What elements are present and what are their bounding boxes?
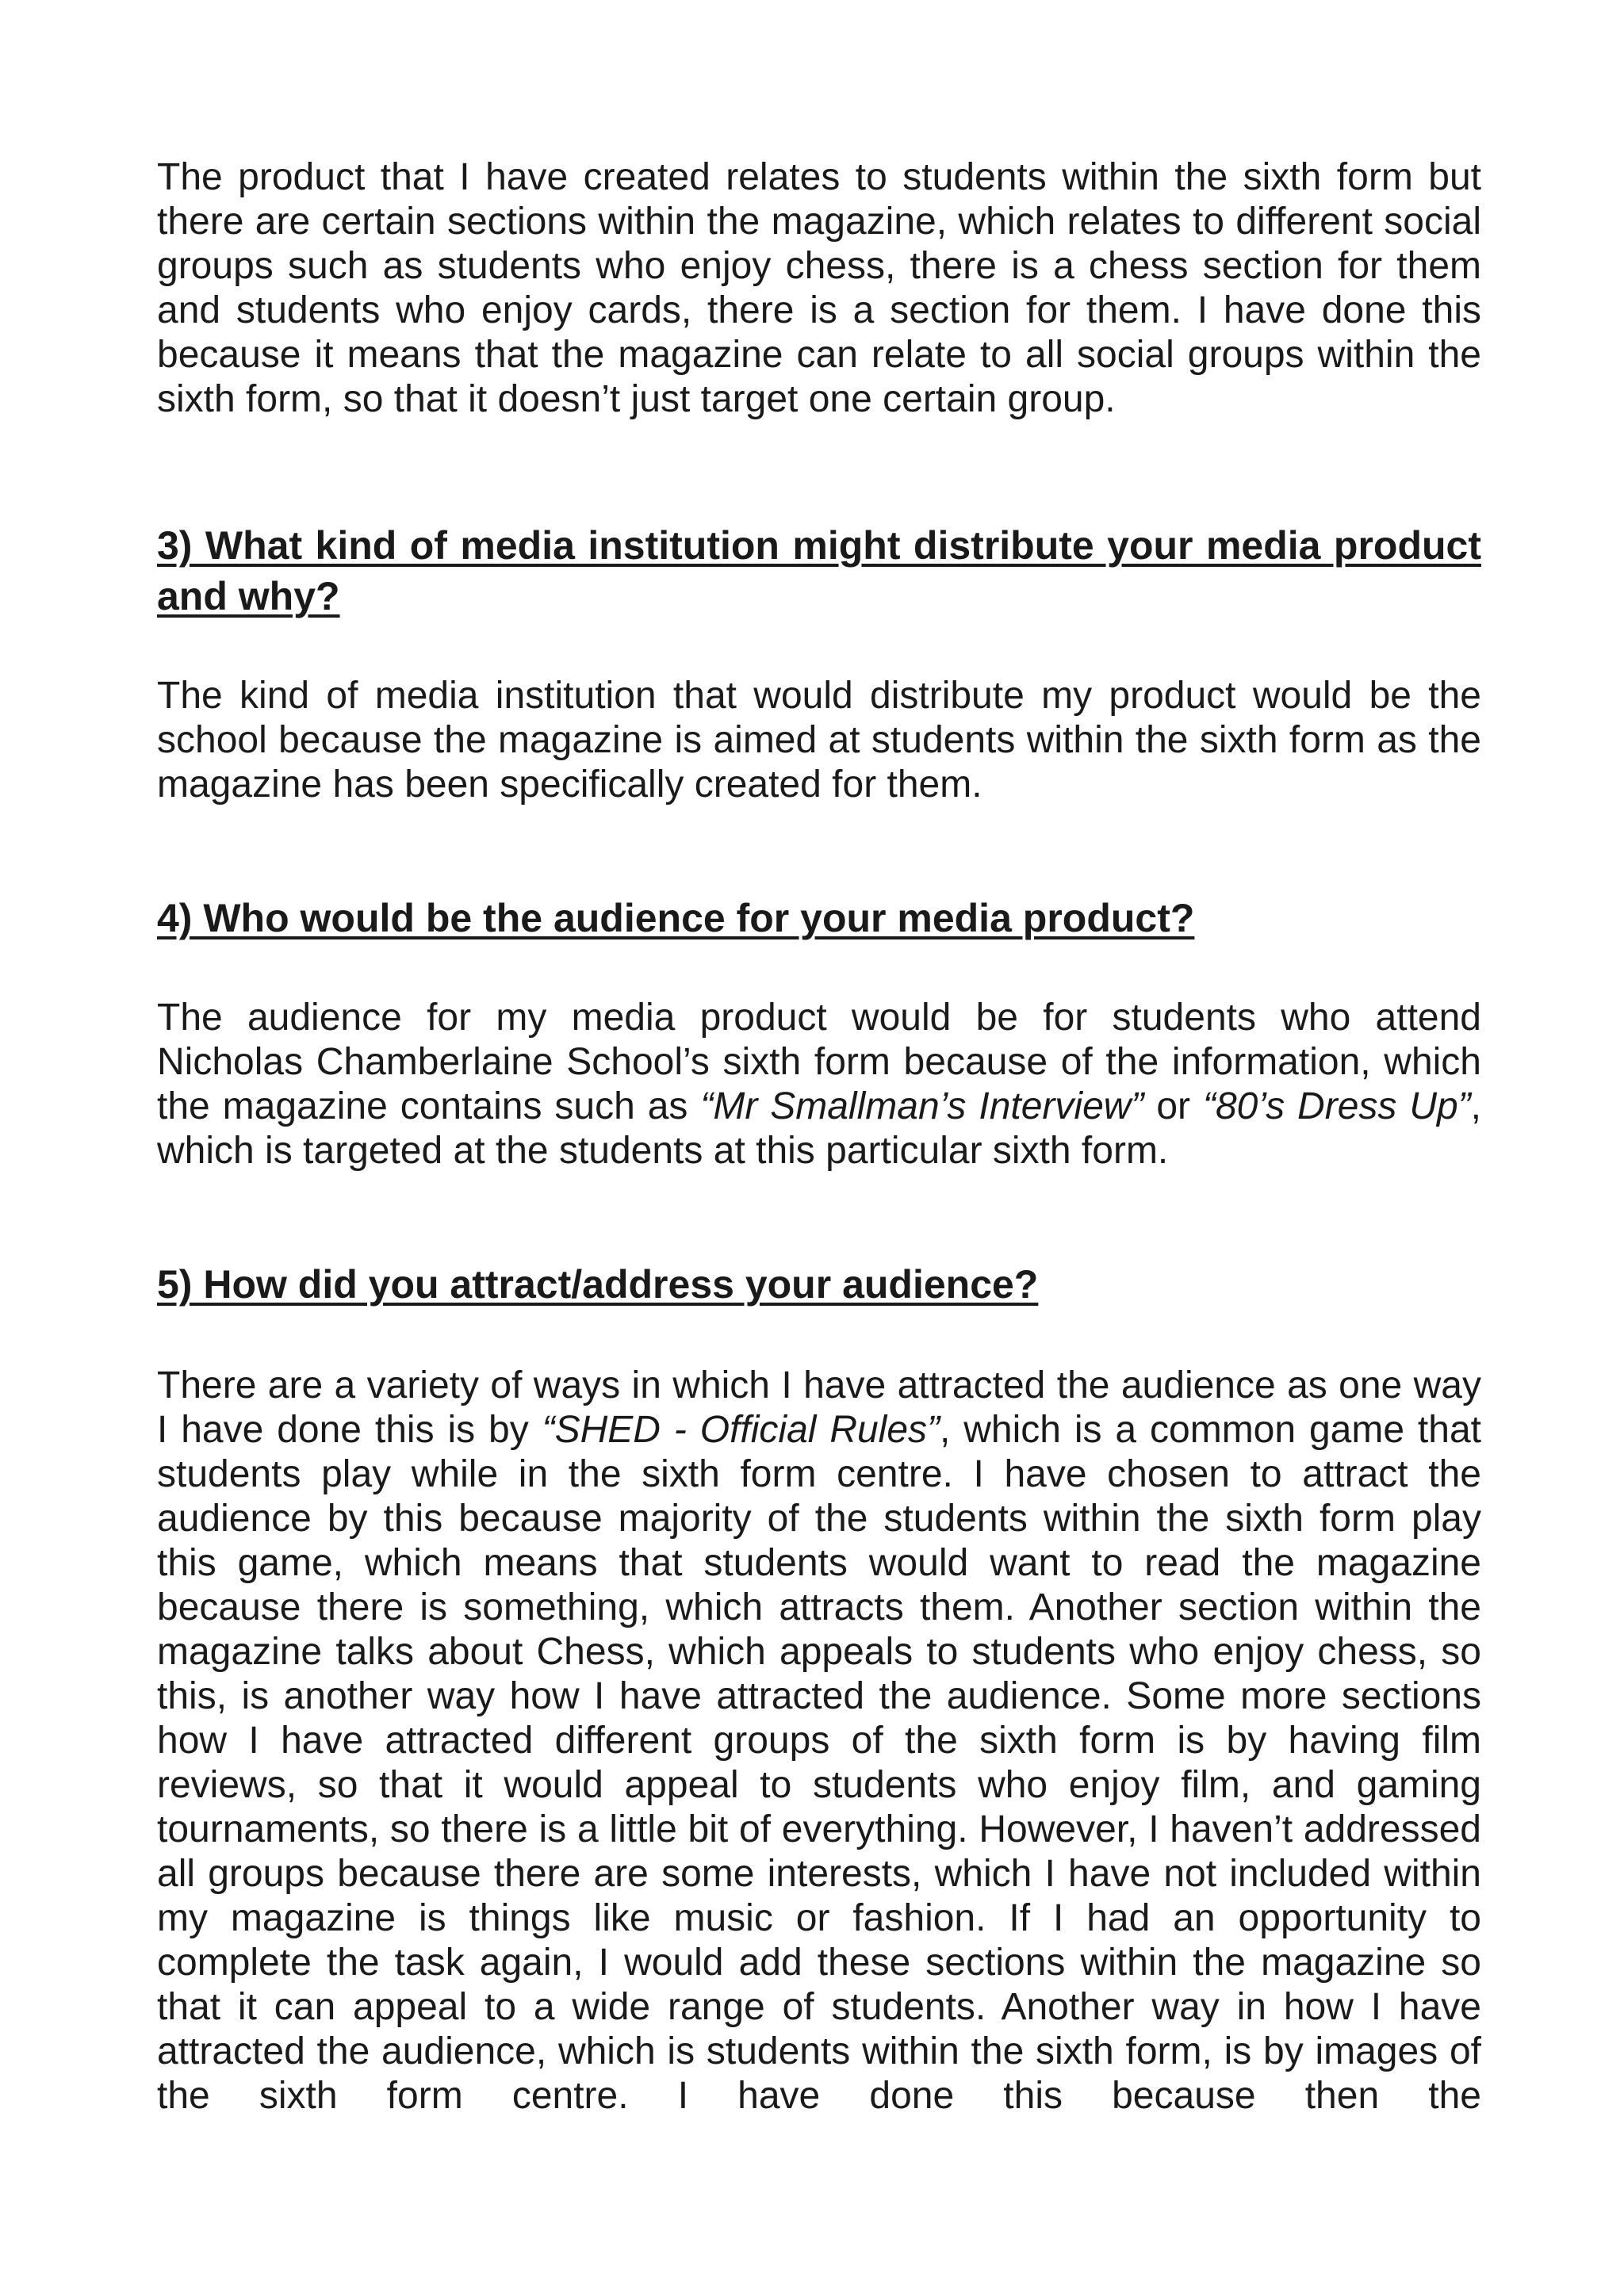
question-5-quote-shed-rules: “SHED - Official Rules” <box>542 1409 940 1451</box>
question-4-answer-text-1: The audience for my media product would be for students who attend Nicholas Chamberlaine School’s sixth form because of the information, which the magazine contains such as <box>157 997 1481 1127</box>
intro-paragraph: The product that I have created relates to students within the sixth form but there are certain sections within the magazine, which relates to different social groups such as students who enjoy chess, there is a chess section for them and students who enjoy cards, there is a section for them. I have done this because it means that the magazine can relate to all social groups within the sixth form, so that it doesn’t just target one certain group. <box>157 156 1481 420</box>
question-3-heading: 3) What kind of media institution might distribute your media product and why? <box>157 523 1481 618</box>
question-5-answer-text-1: There are a variety of ways in which I have attracted the audience as one way I have done this is by <box>157 1364 1481 1451</box>
question-5-heading: 5) How did you attract/address your audience? <box>157 1262 1039 1307</box>
question-4-answer-text-3: , which is targeted at the students at this particular sixth form. <box>157 1085 1482 1172</box>
question-4-heading: 4) Who would be the audience for your media product? <box>157 896 1195 940</box>
question-4-quote-dress-up: “80’s Dress Up” <box>1202 1085 1471 1127</box>
question-4-quote-interview: “Mr Smallman’s Interview” <box>700 1085 1144 1127</box>
question-5-answer-text-2: , which is a common game that students play while in the sixth form centre. I have chosen to attract the audience by this because majority of the students within the sixth form play this game, which means that students would want to read the magazine because there is something, which attracts them. Another section within the magazine talks about Chess, which appeals to students who enjoy chess, so this, is another way how I have attracted the audience. Some more sections how I have attracted different groups of the sixth form is by having film reviews, so that it would appeal to students who enjoy film, and gaming tournaments, so there is a little bit of everything. However, I haven’t addressed all groups because there are some interests, which I have not included within my magazine is things like music or fashion. If I had an opportunity to complete the task again, I would add these sections within the magazine so that it can appeal to a wide range of students. Another way in how I have attracted the audience, which is students within the sixth form, is by images of the sixth form centre. I have done this because then the <box>157 1409 1481 2117</box>
question-5-answer <box>157 1364 1481 2118</box>
question-4-answer <box>157 996 1481 1173</box>
question-3-answer: The kind of media institution that would distribute my product would be the school because the magazine is aimed at students within the sixth form as the magazine has been specifically created for them. <box>157 675 1481 806</box>
question-4-answer-text-2: or <box>1143 1085 1203 1127</box>
